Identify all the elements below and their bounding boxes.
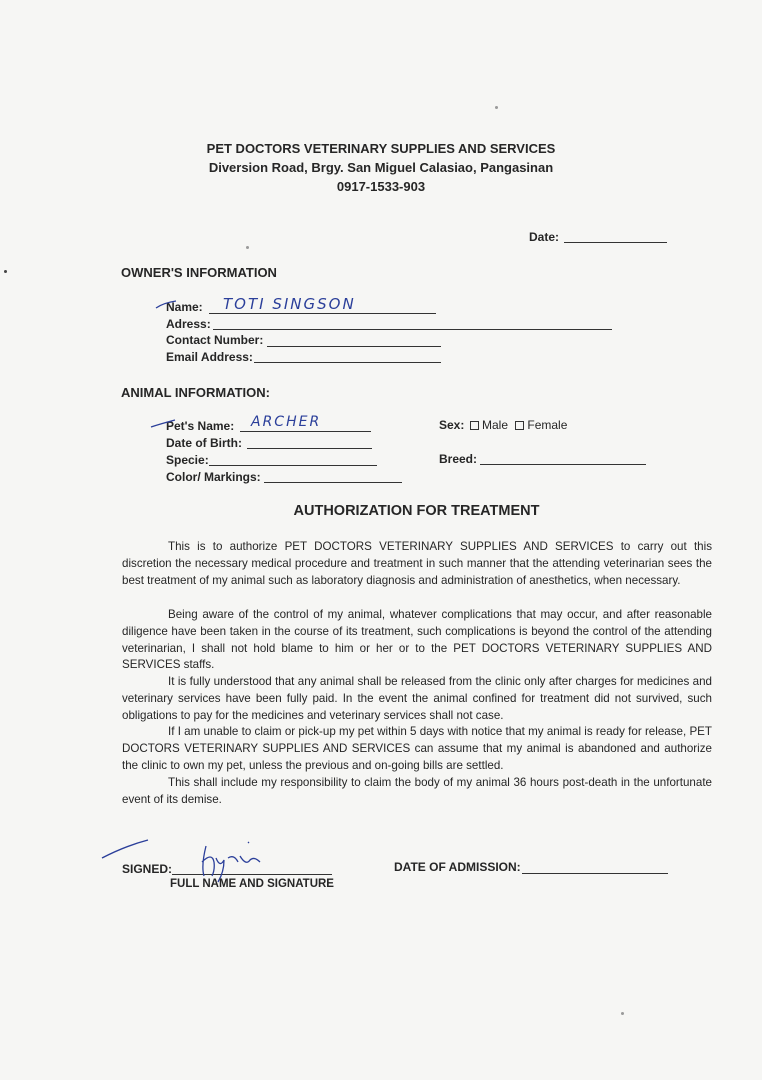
date-field[interactable]	[564, 242, 667, 243]
specie-field[interactable]	[209, 465, 377, 466]
breed-label: Breed:	[439, 452, 478, 466]
owner-address-label: Adress:	[166, 317, 211, 331]
female-label: Female	[527, 418, 568, 432]
color-markings-label: Color/ Markings:	[166, 470, 261, 484]
scan-speck	[4, 270, 7, 273]
authorization-paragraph-4: If I am unable to claim or pick-up my pet within 5 days with notice that my animal is ready for release, PET DOCTORS VETERINARY SUPPLIES AND SERVICES can assume that my animal is abandoned and authorize the clinic to own my pet, unless the previous and on-going bills are settled.	[122, 725, 712, 772]
authorization-title: AUTHORIZATION FOR TREATMENT	[293, 503, 540, 519]
owner-section-heading: OWNER'S INFORMATION	[121, 265, 277, 280]
signed-label: SIGNED:	[122, 862, 173, 876]
email-label: Email Address:	[166, 350, 253, 364]
check-mark-icon	[155, 300, 177, 312]
male-label: Male	[482, 418, 509, 432]
male-checkbox[interactable]	[470, 421, 479, 430]
scan-speck	[246, 246, 249, 249]
full-name-signature-label: FULL NAME AND SIGNATURE	[170, 878, 334, 890]
authorization-paragraph-5: This shall include my responsibility to claim the body of my animal 36 hours post-death in the unfortunate event of its demise.	[122, 776, 712, 806]
sex-label: Sex:	[439, 418, 465, 432]
authorization-paragraph-2: Being aware of the control of my animal, whatever complications that may occur, and after reasonable diligence have been taken in the course of its treatment, such complications is beyond the control of the attending veterinarian, I shall not hold blame to him or her or to the PET DOCTORS VETERINARY SUPPLIES AND SERVICES staffs.	[122, 608, 712, 672]
pet-name-label: Pet's Name:	[166, 419, 235, 433]
dob-label: Date of Birth:	[166, 436, 242, 450]
dob-field[interactable]	[247, 448, 372, 449]
pet-name-handwritten: ARCHER	[251, 414, 322, 430]
contact-number-field[interactable]	[267, 346, 441, 347]
clinic-address: Diversion Road, Brgy. San Miguel Calasiao, Pangasinan	[208, 160, 554, 175]
clinic-name: PET DOCTORS VETERINARY SUPPLIES AND SERVICES	[206, 141, 556, 156]
animal-section-heading: ANIMAL INFORMATION:	[121, 385, 270, 400]
date-of-admission-field[interactable]	[522, 873, 668, 874]
clinic-phone: 0917-1533-903	[336, 179, 426, 194]
contact-number-label: Contact Number:	[166, 333, 264, 347]
female-checkbox[interactable]	[515, 421, 524, 430]
authorization-paragraph-3: It is fully understood that any animal shall be released from the clinic only after charges for medicines and veterinary services have been fully paid. In the event the animal confined for treatment did not survived, such obligations to pay for the medicines and veterinary services shall not case.	[122, 675, 712, 722]
email-field[interactable]	[254, 362, 441, 363]
date-of-admission-label: DATE OF ADMISSION:	[394, 860, 521, 874]
owner-name-field[interactable]	[209, 313, 436, 314]
specie-label: Specie:	[166, 453, 209, 467]
owner-name-label: Name:	[166, 300, 203, 314]
check-mark-icon	[150, 418, 176, 432]
color-markings-field[interactable]	[264, 482, 402, 483]
sex-options	[466, 418, 567, 432]
pet-name-field[interactable]	[240, 431, 371, 432]
breed-field[interactable]	[480, 464, 646, 465]
date-label: Date:	[529, 230, 560, 244]
owner-name-handwritten: TOTI SINGSON	[223, 295, 356, 313]
scan-speck	[621, 1012, 624, 1015]
authorization-paragraph-1: This is to authorize PET DOCTORS VETERINARY SUPPLIES AND SERVICES to carry out this discretion the necessary medical procedure and treatment in such manner that the attending veterinarian sees the best treatment of my animal such as laboratory diagnosis and administration of anesthetics, when necessary.	[122, 540, 712, 587]
scan-speck	[495, 106, 498, 109]
owner-address-field[interactable]	[213, 329, 612, 330]
